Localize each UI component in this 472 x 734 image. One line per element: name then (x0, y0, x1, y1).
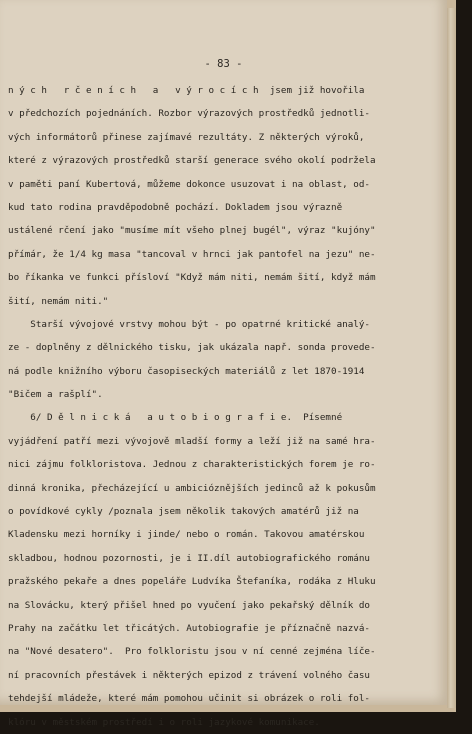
text-body (8, 79, 400, 734)
text-line: "Bičem a rašplí". (8, 389, 103, 401)
text-line: přímár, že 1/4 kg masa "tancoval v hrnci jak pantofel na jezu" ne- (8, 248, 376, 260)
text-line: vých informátorů přinese zajímavé rezultáty. Z některých výroků, (8, 131, 365, 143)
text-line: na "Nové desatero". Pro folkloristu jsou v ní cenné zejména líče- (8, 646, 376, 658)
text-line: pražského pekaře a dnes popeláře Ludvíka Štefaníka, rodáka z Hluku (8, 576, 376, 588)
text-line: skladbou, hodnou pozornosti, je i II.díl autobiografického románu (8, 552, 370, 564)
text-line: Starší vývojové vrstvy mohou být - po opatrné kritické analý- (8, 318, 370, 330)
text-line: 6/ D ě l n i c k á a u t o b i o g r a f i e. Písemné (8, 412, 343, 424)
text-line: v paměti paní Kubertová, můžeme dokonce usuzovat i na oblast, od- (8, 178, 370, 190)
text-line: o povídkové cykly /poznala jsem několik takových amatérů již na (8, 506, 359, 518)
text-line: ustálené rčení jako "musíme mít všeho plnej bugél", výraz "kujóny" (8, 225, 376, 237)
text-line: Kladensku mezi horníky i jinde/ nebo o román. Takovou amatérskou (8, 529, 365, 541)
text-line: šití, nemám niti." (8, 295, 109, 307)
text-line: klóru v městském prostředí i o roli jazykové komunikace. (8, 716, 320, 728)
page-number: - 83 - (204, 58, 243, 70)
text-line: nici zájmu folkloristova. Jednou z charakteristických forem je ro- (8, 459, 376, 471)
text-line: ná podle knižního výboru časopiseckých materiálů z let 1870-1914 (8, 365, 365, 377)
text-line: v předchozích pojednáních. Rozbor výrazových prostředků jednotli- (8, 108, 370, 120)
text-line: vyjádření patří mezi vývojově mladší formy a leží již na samé hra- (8, 435, 376, 447)
text-line: tehdejší mládeže, které mám pomohou učinit si obrázek o roli fol- (8, 693, 370, 705)
page-edge (447, 8, 456, 708)
text-line: ní pracovních přestávek i některých epizod z trávení volného času (8, 669, 370, 681)
text-line: na Slovácku, který přišel hned po vyučení jako pekařský dělník do (8, 599, 370, 611)
text-line: bo říkanka ve funkci přísloví "Když mám niti, nemám šití, když mám (8, 272, 376, 284)
text-line: n ý c h r č e n í c h a v ý r o c í c h jsem již hovořila (8, 85, 365, 96)
text-line: které z výrazových prostředků starší generace svého okolí podrželа (8, 155, 376, 167)
text-line: kud tato rodina pravděpodobně pochází. Dokladem jsou výrazně (8, 201, 343, 213)
text-line: ze - doplněny z dělnického tisku, jak ukázala např. sonda provede- (8, 342, 376, 354)
text-line: Prahy na začátku let třicátých. Autobiografie je příznačně nazvá- (8, 622, 370, 634)
text-line: dinná kronika, přecházející u ambicióznějších jedinců až k pokusům (8, 482, 376, 494)
